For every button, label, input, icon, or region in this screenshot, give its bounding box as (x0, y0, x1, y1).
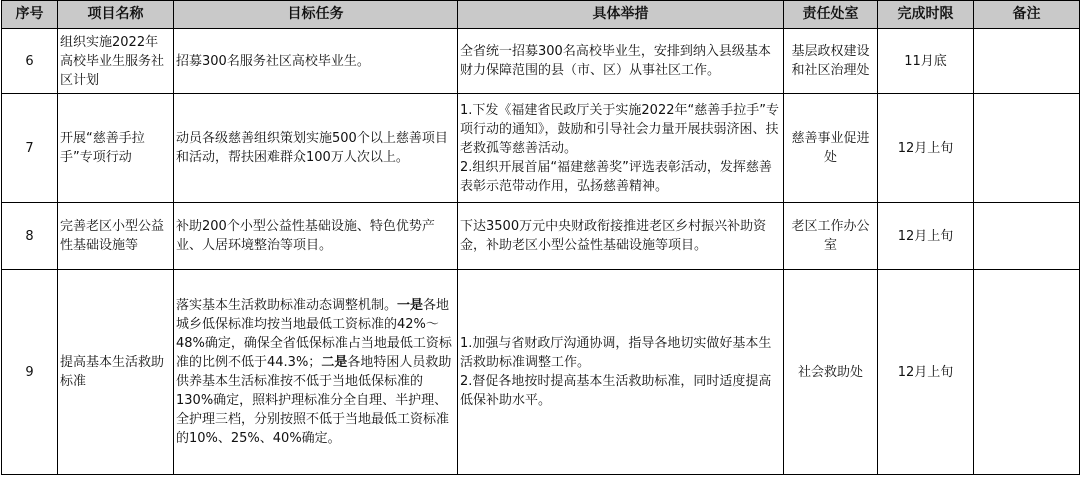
row-note (974, 29, 1080, 94)
header-project-name: 项目名称 (58, 1, 174, 29)
row-deadline: 11月底 (878, 29, 974, 94)
row-measures: 全省统一招募300名高校毕业生，安排到纳入县级基本财力保障范围的县（市、区）从事社区工作。 (458, 29, 784, 94)
target-text: 落实基本生活救助标准动态调整机制。 (176, 298, 398, 313)
row-no: 7 (2, 94, 58, 203)
row-project-name: 开展“慈善手拉手”专项行动 (58, 94, 174, 203)
row-measures: 下达3500万元中央财政衔接推进老区乡村振兴补助资金，补助老区小型公益性基础设施等项目。 (458, 203, 784, 270)
row-note (974, 203, 1080, 270)
target-text: 各地城乡低保标准均按当地最低工资标准的42%～48%确定，确保全省低保标准占当地最低工资标准的比例不低于44.3%； (176, 298, 452, 370)
row-deadline: 12月上旬 (878, 203, 974, 270)
table-row (2, 203, 1080, 270)
task-table (1, 0, 1080, 475)
row-dept: 基层政权建设和社区治理处 (784, 29, 878, 94)
row-measures: 1.加强与省财政厅沟通协调，指导各地切实做好基本生活救助标准调整工作。 2.督促各地按时提高基本生活救助标准，同时适度提高低保补助水平。 (458, 270, 784, 475)
row-project-name: 提高基本生活救助标准 (58, 270, 174, 475)
row-target: 补助200个小型公益性基础设施、特色优势产业、人居环境整治等项目。 (174, 203, 458, 270)
row-measures: 1.下发《福建省民政厅关于实施2022年“慈善手拉手”专项行动的通知》，鼓励和引导社会力量开展扶弱济困、扶老救孤等慈善活动。 2.组织开展首届“福建慈善奖”评选表彰活动，发挥慈善表彰示范带动作用，弘扬慈善精神。 (458, 94, 784, 203)
target-text: 各地特困人员救助供养基本生活标准按不低于当地低保标准的130%确定，照料护理标准分全自理、半护理、全护理三档，分别按照不低于当地最低工资标准的10%、25%、40%确定。 (176, 355, 452, 446)
row-dept: 老区工作办公室 (784, 203, 878, 270)
row-target (174, 270, 458, 475)
row-note (974, 94, 1080, 203)
row-project-name: 组织实施2022年高校毕业生服务社区计划 (58, 29, 174, 94)
row-dept: 社会救助处 (784, 270, 878, 475)
header-no: 序号 (2, 1, 58, 29)
row-note (974, 270, 1080, 475)
row-project-name: 完善老区小型公益性基础设施等 (58, 203, 174, 270)
table-row (2, 270, 1080, 475)
header-deadline: 完成时限 (878, 1, 974, 29)
row-target: 招募300名服务社区高校毕业生。 (174, 29, 458, 94)
table-row (2, 94, 1080, 203)
row-dept: 慈善事业促进处 (784, 94, 878, 203)
target-emphasis: 二是 (321, 355, 348, 370)
header-row (2, 1, 1080, 29)
row-deadline: 12月上旬 (878, 270, 974, 475)
header-measures: 具体举措 (458, 1, 784, 29)
row-target: 动员各级慈善组织策划实施500个以上慈善项目和活动，帮扶困难群众100万人次以上。 (174, 94, 458, 203)
row-no: 9 (2, 270, 58, 475)
header-note: 备注 (974, 1, 1080, 29)
row-no: 8 (2, 203, 58, 270)
row-no: 6 (2, 29, 58, 94)
table-row (2, 29, 1080, 94)
target-emphasis: 一是 (397, 298, 424, 313)
row-deadline: 12月上旬 (878, 94, 974, 203)
header-target: 目标任务 (174, 1, 458, 29)
header-dept: 责任处室 (784, 1, 878, 29)
